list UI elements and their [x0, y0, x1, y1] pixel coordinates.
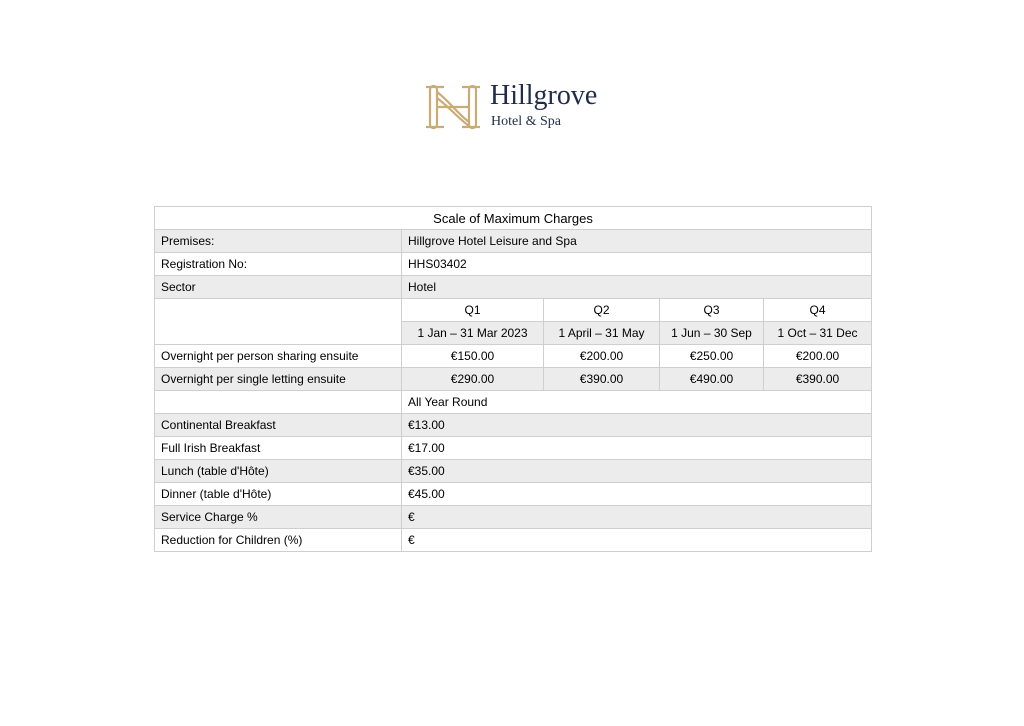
meal-label: Lunch (table d'Hôte) [155, 460, 402, 483]
quarter-header: Q1 [402, 299, 544, 322]
premises-label: Premises: [155, 230, 402, 253]
table-title-row [155, 207, 872, 230]
overnight-single-label: Overnight per single letting ensuite [155, 368, 402, 391]
sector-label: Sector [155, 276, 402, 299]
premises-row [155, 230, 872, 253]
meal-label: Full Irish Breakfast [155, 437, 402, 460]
quarter-header: Q4 [764, 299, 872, 322]
price-cell: €200.00 [544, 345, 660, 368]
table-row [155, 460, 872, 483]
quarter-header: Q3 [660, 299, 764, 322]
period-header: 1 Jan – 31 Mar 2023 [402, 322, 544, 345]
price-cell: €390.00 [764, 368, 872, 391]
period-header: 1 Jun – 30 Sep [660, 322, 764, 345]
meal-price: €17.00 [402, 437, 872, 460]
empty-header-cell [155, 299, 402, 345]
table-row [155, 437, 872, 460]
table-row [155, 414, 872, 437]
registration-label: Registration No: [155, 253, 402, 276]
table-row [155, 529, 872, 552]
children-reduction-value: € [402, 529, 872, 552]
price-cell: €390.00 [544, 368, 660, 391]
sector-row [155, 276, 872, 299]
price-cell: €250.00 [660, 345, 764, 368]
service-charge-value: € [402, 506, 872, 529]
period-header: 1 April – 31 May [544, 322, 660, 345]
price-cell: €490.00 [660, 368, 764, 391]
empty-cell [155, 391, 402, 414]
table-row [155, 345, 872, 368]
scale-of-charges-table [154, 206, 872, 552]
all-year-label: All Year Round [402, 391, 872, 414]
meal-label: Dinner (table d'Hôte) [155, 483, 402, 506]
service-charge-label: Service Charge % [155, 506, 402, 529]
children-reduction-label: Reduction for Children (%) [155, 529, 402, 552]
price-cell: €150.00 [402, 345, 544, 368]
hotel-logo [426, 80, 626, 136]
all-year-header-row [155, 391, 872, 414]
hotel-subtitle: Hotel & Spa [491, 114, 561, 129]
table-row [155, 483, 872, 506]
overnight-sharing-label: Overnight per person sharing ensuite [155, 345, 402, 368]
quarter-header-row [155, 299, 872, 322]
hillgrove-monogram-icon [426, 84, 480, 130]
hotel-name: Hillgrove [490, 80, 598, 111]
table-row [155, 368, 872, 391]
meal-price: €13.00 [402, 414, 872, 437]
meal-price: €35.00 [402, 460, 872, 483]
meal-label: Continental Breakfast [155, 414, 402, 437]
price-cell: €290.00 [402, 368, 544, 391]
registration-row [155, 253, 872, 276]
registration-value: HHS03402 [402, 253, 872, 276]
quarter-header: Q2 [544, 299, 660, 322]
table-row [155, 506, 872, 529]
table-title: Scale of Maximum Charges [155, 207, 872, 230]
sector-value: Hotel [402, 276, 872, 299]
premises-value: Hillgrove Hotel Leisure and Spa [402, 230, 872, 253]
price-cell: €200.00 [764, 345, 872, 368]
meal-price: €45.00 [402, 483, 872, 506]
period-header: 1 Oct – 31 Dec [764, 322, 872, 345]
